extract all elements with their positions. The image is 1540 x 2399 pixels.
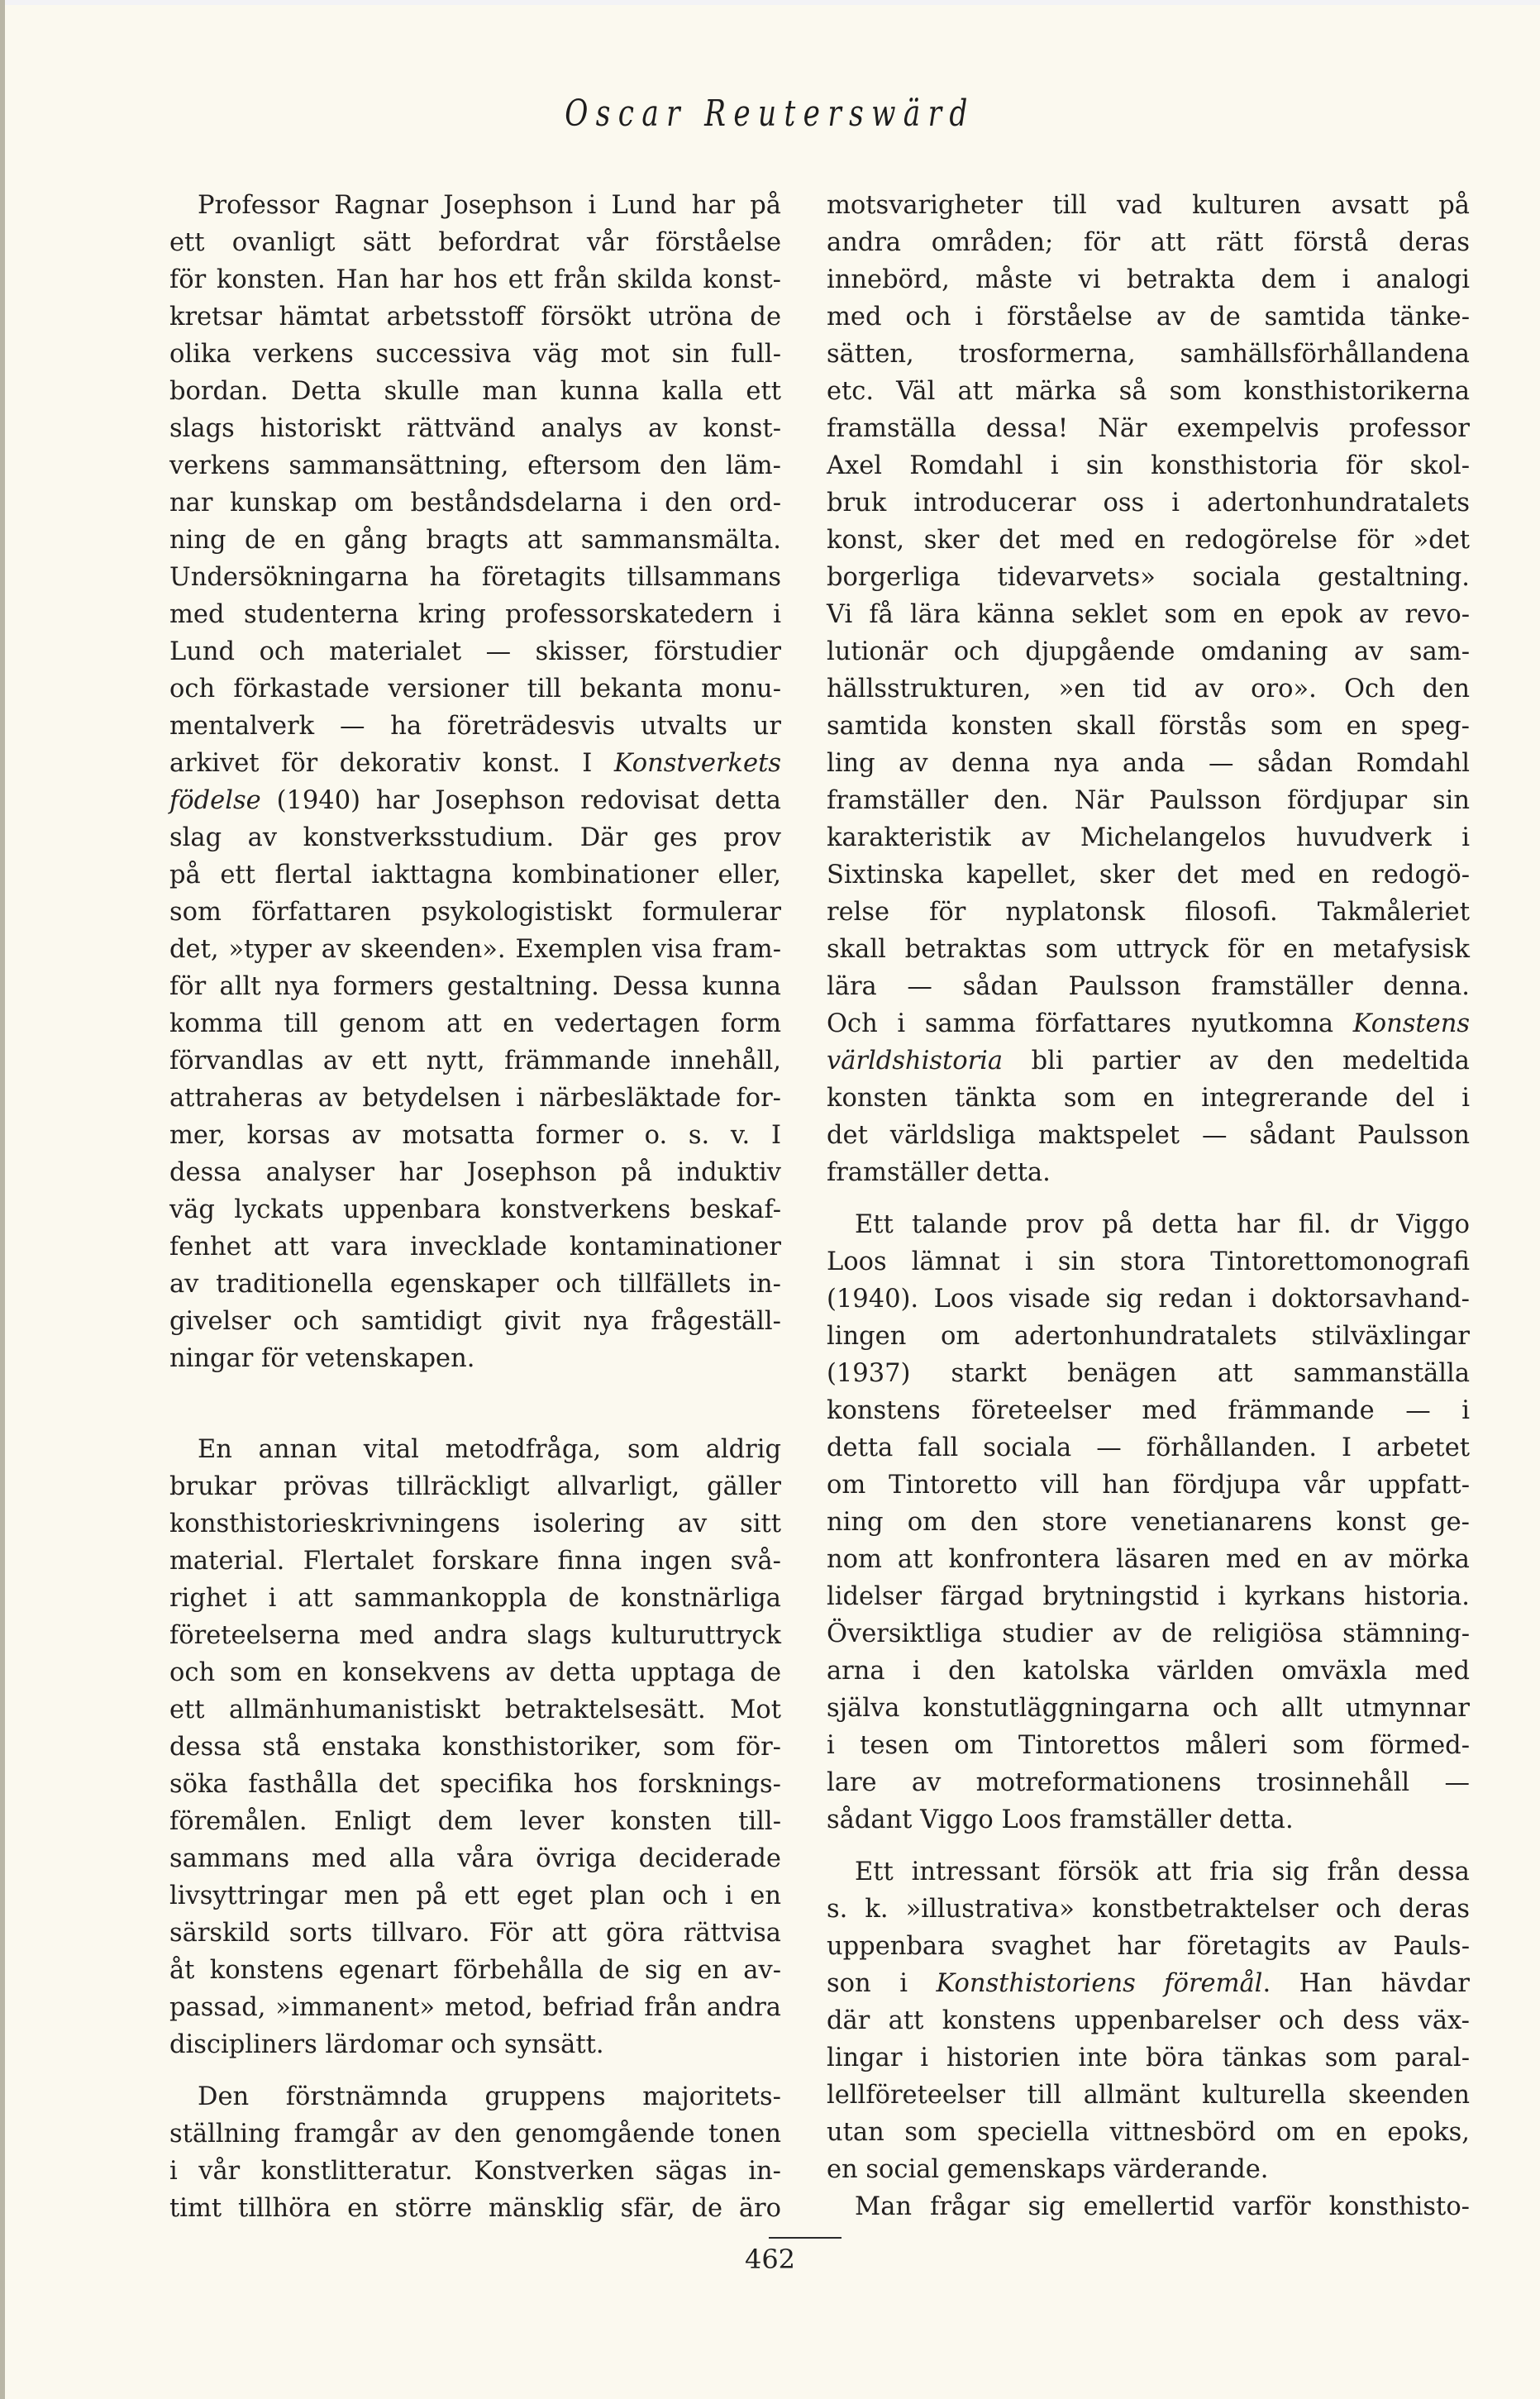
text-run: son i [827,1969,937,1998]
paragraph-gap [169,1377,781,1431]
text-line: konsthistorieskrivningens isolering av sitt [169,1510,781,1538]
text-line: righet i att sammankoppla de konstnärliga [169,1584,781,1613]
text-line: åt konstens egenart förbehålla de sig en av- [169,1956,781,1985]
text-line: bordan. Detta skulle man kunna kalla ett [169,377,781,406]
text-line: innebörd, måste vi betrakta dem i analogi [827,265,1470,294]
left-column [169,187,781,2227]
text-line: detta fall sociala — förhållanden. I arbetet [827,1433,1470,1462]
text-line: Vi få lära känna seklet som en epok av revo- [827,600,1470,629]
text-line: givelser och samtidigt givit nya frågeställ- [169,1307,781,1336]
text-line: passad, »immanent» metod, befriad från andra [169,1993,781,2022]
text-line: ning de en gång bragts att sammansmälta. [169,526,781,555]
text-line: det, »typer av skeenden». Exemplen visa fram- [169,935,781,964]
text-line: med studenterna kring professorskatedern i [169,600,781,629]
text-line: andra områden; för att rätt förstå deras [827,228,1470,257]
text-line: skall betraktas som uttryck för en metafysisk [827,935,1470,964]
text-line: mer, korsas av motsatta former o. s. v. I [169,1121,781,1150]
text-line: där att konstens uppenbarelser och dess väx- [827,2006,1470,2035]
text-line: uppenbara svaghet har företagits av Pauls- [827,1932,1470,1961]
text-line: i vår konstlitteratur. Konstverken sägas in- [169,2157,781,2186]
text-line: Ett talande prov på detta har fil. dr Viggo [855,1210,1470,1239]
text-run: Och i samma författares nyutkomna [827,1009,1353,1038]
text-line: ningar för vetenskapen. [169,1344,475,1373]
text-line: sätten, trosformerna, samhällsförhållandena [827,340,1470,369]
text-line: Sixtinska kapellet, sker det med en redogö- [827,861,1470,889]
text-line: framställer detta. [827,1158,1051,1187]
paragraph-metodfraga [169,1431,781,2063]
text-line: motsvarigheter till vad kulturen avsatt på [827,191,1470,220]
text-line: framställa dessa! När exempelvis professor [827,414,1470,443]
text-line: en social gemenskaps värderande. [827,2155,1269,2184]
text-line: nar kunskap om beståndsdelarna i den ord- [169,489,781,517]
text-line: slag av konstverksstudium. Där ges prov [169,823,781,852]
text-line-mixed [827,1965,1470,2002]
text-line: etc. Väl att märka så som konsthistorikerna [827,377,1470,406]
text-line: s. k. »illustrativa» konstbetraktelser och deras [827,1895,1470,1924]
running-head-author: Oscar Reuterswärd [565,93,975,135]
text-line: söka fasthålla det specifika hos forsknings- [169,1770,781,1799]
text-line: Lund och materialet — skisser, förstudier [169,637,781,666]
text-line: verkens sammansättning, eftersom den läm- [169,451,781,480]
paragraph-josephson [169,187,781,1377]
text-line: dessa stå enstaka konsthistoriker, som för- [169,1733,781,1762]
text-line: utan som speciella vittnesbörd om en epoks, [827,2118,1470,2147]
text-line: lingar i historien inte böra tänkas som paral- [827,2044,1470,2072]
text-line: nom att konfrontera läsaren med en av mörka [827,1545,1470,1574]
text-line: och som en konsekvens av detta upptaga de [169,1658,781,1687]
book-title-italic: världshistoria [827,1047,1004,1075]
text-line-mixed [169,782,781,819]
right-column [827,187,1470,2225]
text-line: timt tillhöra en större mänsklig sfär, de äro [169,2194,781,2223]
text-line: lära — sådan Paulsson framställer denna. [827,972,1470,1001]
text-line: ett allmänhumanistiskt betraktelsesätt. Mot [169,1696,781,1724]
text-line: attraheras av betydelsen i närbesläktade for- [169,1084,781,1113]
text-line: komma till genom att en vedertagen form [169,1009,781,1038]
text-line: sammans med alla våra övriga deciderade [169,1844,781,1873]
book-title-italic: Konstverkets [613,749,781,778]
paragraph-forstnamnda [169,2078,781,2227]
text-line: (1940). Loos visade sig redan i doktorsavhand- [827,1285,1470,1314]
text-line: lellföreteelser till allmänt kulturella skeenden [827,2081,1470,2110]
text-line: slags historiskt rättvänd analys av konst- [169,414,781,443]
text-line: ling av denna nya anda — sådan Romdahl [827,749,1470,778]
text-line: lingen om adertonhundratalets stilväxlingar [827,1322,1470,1351]
text-line: det världsliga maktspelet — sådant Paulsson [827,1121,1470,1150]
text-line: om Tintoretto vill han fördjupa vår uppfatt- [827,1471,1470,1500]
text-line: fenhet att vara invecklade kontaminationer [169,1233,781,1262]
text-line: för konsten. Han har hos ett från skilda konst- [169,265,781,294]
paragraph-gap [169,2063,781,2078]
paragraph-gap [827,1839,1470,1853]
text-line: olika verkens successiva väg mot sin full- [169,340,781,369]
text-line: samtida konsten skall förstås som en speg- [827,712,1470,741]
text-line: Den förstnämnda gruppens majoritets- [198,2082,781,2111]
book-title-italic: Konstens [1352,1009,1470,1038]
text-line: Professor Ragnar Josephson i Lund har på [198,191,781,220]
text-line: brukar prövas tillräckligt allvarligt, gäller [169,1472,781,1501]
text-line: karakteristik av Michelangelos huvudverk i [827,823,1470,852]
text-run: . Han hävdar [1262,1969,1470,1998]
text-line: hällsstrukturen, »en tid av oro». Och den [827,675,1470,703]
text-line: särskild sorts tillvaro. För att göra rättvisa [169,1919,781,1948]
text-line: för allt nya formers gestaltning. Dessa kunna [169,972,781,1001]
text-line: ställning framgår av den genomgående tonen [169,2120,781,2149]
text-line: dessa analyser har Josephson på induktiv [169,1158,781,1187]
text-run: arkivet för dekorativ konst. I [169,749,614,778]
text-line: material. Flertalet forskare finna ingen svå- [169,1547,781,1576]
text-line: ett ovanligt sätt befordrat vår förståelse [169,228,781,257]
text-line: Ett intressant försök att fria sig från dessa [855,1858,1470,1886]
scan-top-edge [0,0,1540,5]
text-run: (1940) har Josephson redovisat detta [276,786,781,815]
text-line: kretsar hämtat arbetsstoff försökt utröna de [169,303,781,331]
text-line: borgerliga tidevarvets» sociala gestaltning. [827,563,1470,592]
text-line: på ett flertal iakttagna kombinationer eller, [169,861,781,889]
text-line: väg lyckats uppenbara konstverkens beskaf- [169,1195,781,1224]
text-line-mixed [169,745,781,782]
text-line: (1937) starkt benägen att sammanställa [827,1359,1470,1388]
text-line: Axel Romdahl i sin konsthistoria för skol- [827,451,1470,480]
text-line: konstens företeelser med främmande — i [827,1396,1470,1425]
text-line: ning om den store venetianarens konst ge- [827,1508,1470,1537]
text-line: föremålen. Enligt dem lever konsten till- [169,1807,781,1836]
text-run: bli partier av den medeltida [1003,1047,1470,1075]
text-line: lidelser färgad brytningstid i kyrkans historia. [827,1582,1470,1611]
scan-left-edge [0,0,5,2399]
text-line: förvandlas av ett nytt, främmande innehåll, [169,1047,781,1075]
folio-rule [769,2237,842,2239]
text-line: själva konstutläggningarna och allt utmynnar [827,1694,1470,1723]
paragraph-gap [827,1191,1470,1206]
text-line: Man frågar sig emellertid varför konsthisto- [855,2192,1470,2221]
text-line-mixed [827,1005,1470,1042]
text-line: relse för nyplatonsk filosofi. Takmåleriet [827,898,1470,927]
text-line: och förkastade versioner till bekanta monu- [169,675,781,703]
text-line: Loos lämnat i sin stora Tintorettomonografi [827,1247,1470,1276]
text-line: mentalverk — ha företrädesvis utvalts ur [169,712,781,741]
text-line: livsyttringar men på ett eget plan och i en [169,1882,781,1910]
text-line-mixed [827,1042,1470,1080]
text-line: lare av motreformationens trosinnehåll — [827,1768,1470,1797]
text-line: av traditionella egenskaper och tillfällets in- [169,1270,781,1299]
text-line: Översiktliga studier av de religiösa stämning- [827,1619,1470,1648]
paragraph-viggo-loos [827,1206,1470,1839]
text-line: med och i förståelse av de samtida tänke- [827,303,1470,331]
text-line: discipliners lärdomar och synsätt. [169,2030,604,2059]
text-line: konsten tänkta som en integrerande del i [827,1084,1470,1113]
book-title-italic: Konsthistoriens föremål [936,1969,1263,1998]
text-line: som författaren psykologistiskt formulerar [169,898,781,927]
text-line: bruk introducerar oss i adertonhundratalets [827,489,1470,517]
text-line: konst, sker det med en redogörelse för »det [827,526,1470,555]
paragraph-motsvarigheter [827,187,1470,1191]
paragraph-intressant-forsok [827,1853,1470,2225]
text-line: sådant Viggo Loos framställer detta. [827,1805,1294,1834]
book-title-italic: födelse [169,786,261,815]
text-line: En annan vital metodfråga, som aldrig [198,1435,781,1464]
text-line: lutionär och djupgående omdaning av sam- [827,637,1470,666]
page-number: 462 [744,2244,796,2275]
text-line: framställer den. När Paulsson fördjupar sin [827,786,1470,815]
text-line: arna i den katolska världen omväxla med [827,1657,1470,1686]
text-line: Undersökningarna ha företagits tillsammans [169,563,781,592]
text-line: företeelserna med andra slags kulturuttryck [169,1621,781,1650]
text-line: i tesen om Tintorettos måleri som förmed- [827,1731,1470,1760]
